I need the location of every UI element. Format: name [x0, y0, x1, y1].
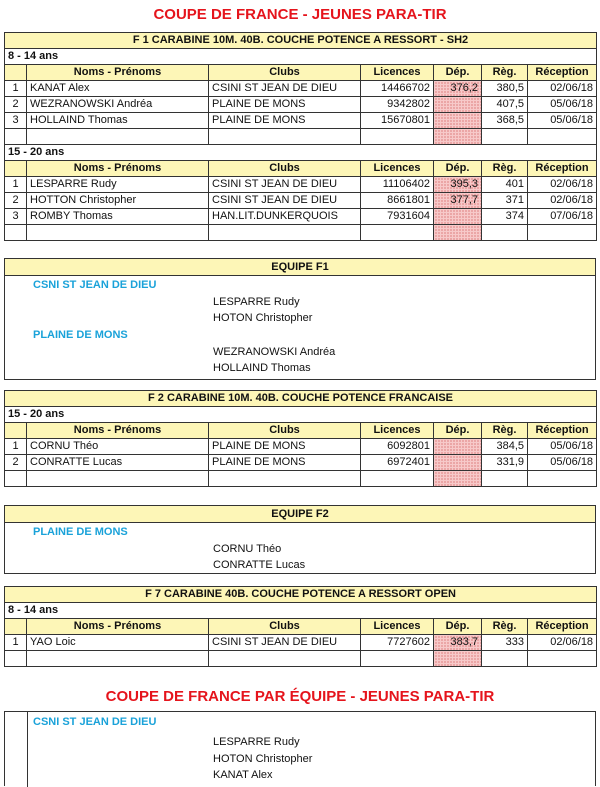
row-reg: 371	[482, 193, 528, 209]
row-reg: 368,5	[482, 113, 528, 129]
row-name: LESPARRE Rudy	[27, 177, 209, 193]
team-club-name: CSNI ST JEAN DE DIEU	[33, 279, 157, 291]
f7-table	[4, 586, 597, 667]
row-name: WEZRANOWSKI Andréa	[27, 97, 209, 113]
row-name: CONRATTE Lucas	[27, 455, 209, 471]
equipe-f2-box	[4, 505, 596, 574]
team-member: WEZRANOWSKI Andréa	[213, 346, 336, 358]
team-cup-title: COUPE DE FRANCE PAR ÉQUIPE - JEUNES PARA-TIR	[105, 688, 495, 705]
col-clubs: Clubs	[209, 161, 361, 177]
row-licence: 7931604	[361, 209, 434, 225]
row-reception: 05/06/18	[528, 439, 597, 455]
col-names: Noms - Prénoms	[27, 161, 209, 177]
row-rank: 3	[5, 113, 27, 129]
row-licence: 11106402	[361, 177, 434, 193]
row-club: CSINI ST JEAN DE DIEU	[209, 193, 361, 209]
f7-group1-label: 8 - 14 ans	[5, 603, 597, 619]
row-dep	[434, 209, 482, 225]
table-row	[5, 635, 597, 651]
f1-table	[4, 32, 597, 241]
team-club-name: PLAINE DE MONS	[33, 526, 128, 538]
row-club: PLAINE DE MONS	[209, 97, 361, 113]
f7-heading: F 7 CARABINE 40B. COUCHE POTENCE A RESSORT OPEN	[5, 587, 597, 603]
col-licences: Licences	[361, 423, 434, 439]
row-name: KANAT Alex	[27, 81, 209, 97]
table-row-empty	[5, 651, 597, 667]
col-reception: Réception	[528, 161, 597, 177]
row-name: ROMBY Thomas	[27, 209, 209, 225]
row-dep	[434, 455, 482, 471]
col-reception: Réception	[528, 619, 597, 635]
row-licence: 9342802	[361, 97, 434, 113]
row-club: CSINI ST JEAN DE DIEU	[209, 81, 361, 97]
f1-group2-label: 15 - 20 ans	[5, 145, 597, 161]
table-row	[5, 455, 597, 471]
col-reception: Réception	[528, 65, 597, 81]
row-reg: 380,5	[482, 81, 528, 97]
row-licence: 15670801	[361, 113, 434, 129]
row-club: PLAINE DE MONS	[209, 439, 361, 455]
table-row	[5, 81, 597, 97]
row-club: CSINI ST JEAN DE DIEU	[209, 177, 361, 193]
col-licences: Licences	[361, 161, 434, 177]
col-clubs: Clubs	[209, 65, 361, 81]
row-name: HOLLAIND Thomas	[27, 113, 209, 129]
row-dep	[434, 113, 482, 129]
table-row	[5, 97, 597, 113]
page-title: COUPE DE FRANCE - JEUNES PARA-TIR	[153, 6, 447, 23]
row-dep	[434, 439, 482, 455]
col-licences: Licences	[361, 65, 434, 81]
team-member: HOTON Christopher	[213, 312, 313, 324]
col-reg: Règ.	[482, 423, 528, 439]
row-dep: 377,7	[434, 193, 482, 209]
row-reception: 02/06/18	[528, 81, 597, 97]
row-name: CORNU Théo	[27, 439, 209, 455]
row-reception: 05/06/18	[528, 113, 597, 129]
f2-group1-label: 15 - 20 ans	[5, 407, 597, 423]
row-rank: 1	[5, 177, 27, 193]
row-reg: 333	[482, 635, 528, 651]
row-licence: 7727602	[361, 635, 434, 651]
row-club: PLAINE DE MONS	[209, 113, 361, 129]
col-dep: Dép.	[434, 161, 482, 177]
row-rank: 1	[5, 635, 27, 651]
table-row-empty	[5, 129, 597, 145]
f1-group1-label: 8 - 14 ans	[5, 49, 597, 65]
team-club-name: CSNI ST JEAN DE DIEU	[33, 716, 157, 728]
col-reception: Réception	[528, 423, 597, 439]
row-club: PLAINE DE MONS	[209, 455, 361, 471]
row-reg: 384,5	[482, 439, 528, 455]
table-row	[5, 113, 597, 129]
row-dep: 395,3	[434, 177, 482, 193]
row-rank: 2	[5, 193, 27, 209]
f2-heading: F 2 CARABINE 10M. 40B. COUCHE POTENCE FRANCAISE	[5, 391, 597, 407]
row-reg: 401	[482, 177, 528, 193]
row-rank: 2	[5, 97, 27, 113]
row-reception: 05/06/18	[528, 97, 597, 113]
table-row-empty	[5, 225, 597, 241]
row-dep	[434, 97, 482, 113]
row-name: HOTTON Christopher	[27, 193, 209, 209]
row-licence: 6972401	[361, 455, 434, 471]
col-dep: Dép.	[434, 423, 482, 439]
col-names: Noms - Prénoms	[27, 619, 209, 635]
row-club: CSINI ST JEAN DE DIEU	[209, 635, 361, 651]
col-dep: Dép.	[434, 65, 482, 81]
table-row	[5, 193, 597, 209]
row-reception: 02/06/18	[528, 193, 597, 209]
table-row	[5, 177, 597, 193]
col-licences: Licences	[361, 619, 434, 635]
team-member: KANAT Alex	[213, 769, 273, 781]
row-rank: 1	[5, 439, 27, 455]
equipe-f1-heading: EQUIPE F1	[5, 259, 595, 276]
equipe-f2-heading: EQUIPE F2	[5, 506, 595, 523]
row-licence: 14466702	[361, 81, 434, 97]
row-dep: 376,2	[434, 81, 482, 97]
col-names: Noms - Prénoms	[27, 65, 209, 81]
team-club-name: PLAINE DE MONS	[33, 329, 128, 341]
row-rank: 3	[5, 209, 27, 225]
row-rank: 1	[5, 81, 27, 97]
row-reception: 02/06/18	[528, 177, 597, 193]
row-reg: 331,9	[482, 455, 528, 471]
row-reception: 07/06/18	[528, 209, 597, 225]
row-club: HAN.LIT.DUNKERQUOIS	[209, 209, 361, 225]
row-name: YAO Loic	[27, 635, 209, 651]
row-rank: 2	[5, 455, 27, 471]
team-member: LESPARRE Rudy	[213, 296, 300, 308]
col-reg: Règ.	[482, 619, 528, 635]
team-member: LESPARRE Rudy	[213, 736, 300, 748]
f2-table	[4, 390, 597, 487]
team-member: HOTON Christopher	[213, 753, 313, 765]
col-dep: Dép.	[434, 619, 482, 635]
col-clubs: Clubs	[209, 423, 361, 439]
table-row	[5, 439, 597, 455]
col-clubs: Clubs	[209, 619, 361, 635]
row-reception: 02/06/18	[528, 635, 597, 651]
table-row-empty	[5, 471, 597, 487]
row-licence: 6092801	[361, 439, 434, 455]
col-reg: Règ.	[482, 161, 528, 177]
table-row	[5, 209, 597, 225]
team-member: CORNU Théo	[213, 543, 282, 555]
equipe-f1-box	[4, 258, 596, 380]
row-reception: 05/06/18	[528, 455, 597, 471]
team-member: CONRATTE Lucas	[213, 559, 306, 571]
row-licence: 8661801	[361, 193, 434, 209]
f1-heading: F 1 CARABINE 10M. 40B. COUCHE POTENCE A RESSORT - SH2	[5, 33, 597, 49]
col-reg: Règ.	[482, 65, 528, 81]
team-member: HOLLAIND Thomas	[213, 362, 311, 374]
team-cup-box	[4, 711, 596, 786]
row-reg: 374	[482, 209, 528, 225]
row-reg: 407,5	[482, 97, 528, 113]
col-names: Noms - Prénoms	[27, 423, 209, 439]
row-dep: 383,7	[434, 635, 482, 651]
